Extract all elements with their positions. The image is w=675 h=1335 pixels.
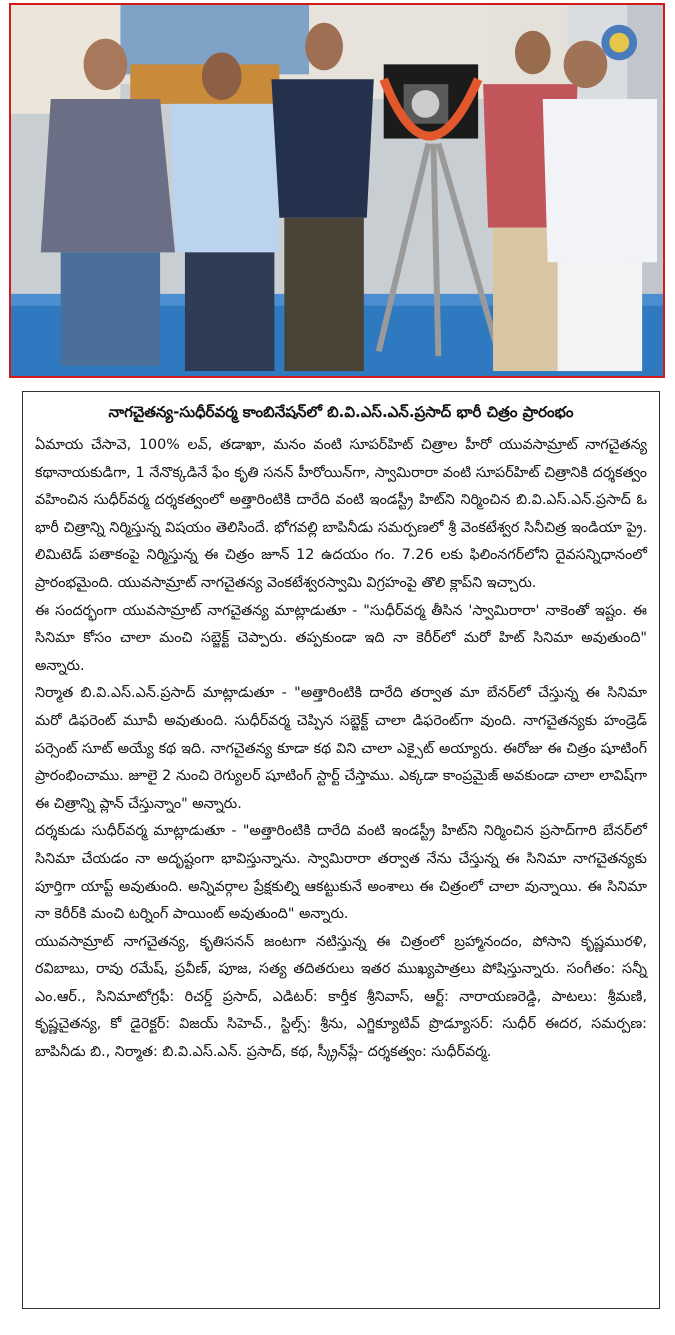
event-photo-icon [11, 5, 663, 376]
article [22, 391, 660, 1309]
event-photo [9, 3, 665, 378]
article-paragraph: ఈ సందర్భంగా యువసామ్రాట్ నాగచైతన్య మాట్లాడుతూ - "సుధీర్‌వర్మ తీసిన 'స్వామిరారా' నాకెంతో ఇష్టం. ఈ సినిమా కోసం చాలా మంచి సబ్జెక్ట్ చెప్పారు. తప్పకుండా ఇది నా కెరీర్‌లో మరో హిట్ సినిమా అవుతుంది" అన్నారు. [35, 602, 647, 674]
article-paragraph: యువసామ్రాట్ నాగచైతన్య, కృతిసనన్ జంటగా నటిస్తున్న ఈ చిత్రంలో బ్రహ్మానందం, పోసాని కృష్ణమురళి, రవిబాబు, రావు రమేష్, ప్రవీణ్, పూజ, సత్య తదితరులు ఇతర ముఖ్యపాత్రలు పోషిస్తున్నారు. సంగీతం: సన్నీ ఎం.ఆర్., సినిమాటోగ్రఫీ: రిచర్డ్ ప్రసాద్, ఎడిటర్: కార్తీక శ్రీనివాస్, ఆర్ట్: నారాయణరెడ్డి, పాటలు: శ్రీమణి, కృష్ణచైతన్య, కో డైరెక్టర్: విజయ్ సిహెచ్., స్టిల్స్: శ్రీను, ఎగ్జిక్యూటివ్ ప్రొడ్యూసర్: సుధీర్ ఈదర, సమర్పణ: బాపినీడు బి., నిర్మాత: బి.వి.ఎస్.ఎన్. ప్రసాద్, కథ, స్క్రీన్‌ప్లే- దర్శకత్వం: సుధీర్‌వర్మ. [35, 933, 647, 1061]
article-headline: నాగచైతన్య-సుధీర్‌వర్మ కాంబినేషన్‌లో బి.వి.ఎస్.ఎన్.ప్రసాద్ భారీ చిత్రం ప్రారంభం [108, 403, 574, 421]
article-paragraph: నిర్మాత బి.వి.ఎస్.ఎన్.ప్రసాద్ మాట్లాడుతూ - "అత్తారింటికి దారేది తర్వాత మా బేనర్‌లో చేస్తున్న ఈ సినిమా మరో డిఫరెంట్ మూవీ అవుతుంది. సుధీర్‌వర్మ చెప్పిన సబ్జెక్ట్ చాలా డిఫరెంట్‌గా వుంది. నాగచైతన్యకు హండ్రెడ్ పర్సెంట్ సూట్ అయ్యే కథ ఇది. నాగచైతన్య కూడా కథ విని చాలా ఎక్సైట్ అయ్యారు. ఈరోజు ఈ చిత్రం షూటింగ్ ప్రారంభించాము. జూలై 2 నుంచి రెగ్యులర్ షూటింగ్ స్టార్ట్ చేస్తాము. ఎక్కడా కాంప్రమైజ్ అవకుండా చాలా లావిష్‌గా ఈ చిత్రాన్ని ప్లాన్ చేస్తున్నాం" అన్నారు. [35, 685, 647, 812]
article-paragraph: ఏమాయ చేసావె, 100% లవ్, తడాఖా, మనం వంటి సూపర్‌హిట్ చిత్రాల హీరో యువసామ్రాట్ నాగచైతన్య కథానాయకుడిగా, 1 నేనొక్కడినే ఫేం కృతి సనన్ హీరోయిన్‌గా, స్వామిరారా వంటి సూపర్‌హిట్ చిత్రానికి దర్శకత్వం వహించిన సుధీర్‌వర్మ దర్శకత్వంలో అత్తారింటికి దారేది వంటి ఇండస్ట్రీ హిట్‌ని నిర్మించిన బి.వి.ఎస్.ఎన్.ప్రసాద్ ఓ భారీ చిత్రాన్ని నిర్మిస్తున్న విషయం తెలిసిందే. భోగవల్లి బాపినీడు సమర్పణలో శ్రీ వెంకటేశ్వర సినీచిత్ర ఇండియా ప్రై. లిమిటెడ్ పతాకంపై నిర్మిస్తున్న ఈ చిత్రం జూన్ 12 ఉదయం గం. 7.26 లకు ఫిలింనగర్‌లోని దైవసన్నిధానంలో ప్రారంభమైంది. యువసామ్రాట్ నాగచైతన్య వెంకటేశ్వరస్వామి విగ్రహంపై తొలి క్లాప్‌ని ఇచ్చారు. [35, 437, 647, 591]
article-paragraph: దర్శకుడు సుధీర్‌వర్మ మాట్లాడుతూ - "అత్తారింటికి దారేది వంటి ఇండస్ట్రీ హిట్‌ని నిర్మించిన ప్రసాద్‌గారి బేనర్‌లో సినిమా చేయడం నా అదృష్టంగా భావిస్తున్నాను. స్వామిరారా తర్వాత నేను చేస్తున్న ఈ సినిమా నాగచైతన్యకు పూర్తిగా యాప్ట్ అవుతుంది. అన్నివర్గాల ప్రేక్షకుల్ని ఆకట్టుకునే అంశాలు ఈ చిత్రంలో చాలా వున్నాయి. ఈ సినిమా నా కెరీర్‌కి మంచి టర్నింగ్ పాయింట్ అవుతుంది" అన్నారు. [35, 823, 647, 923]
